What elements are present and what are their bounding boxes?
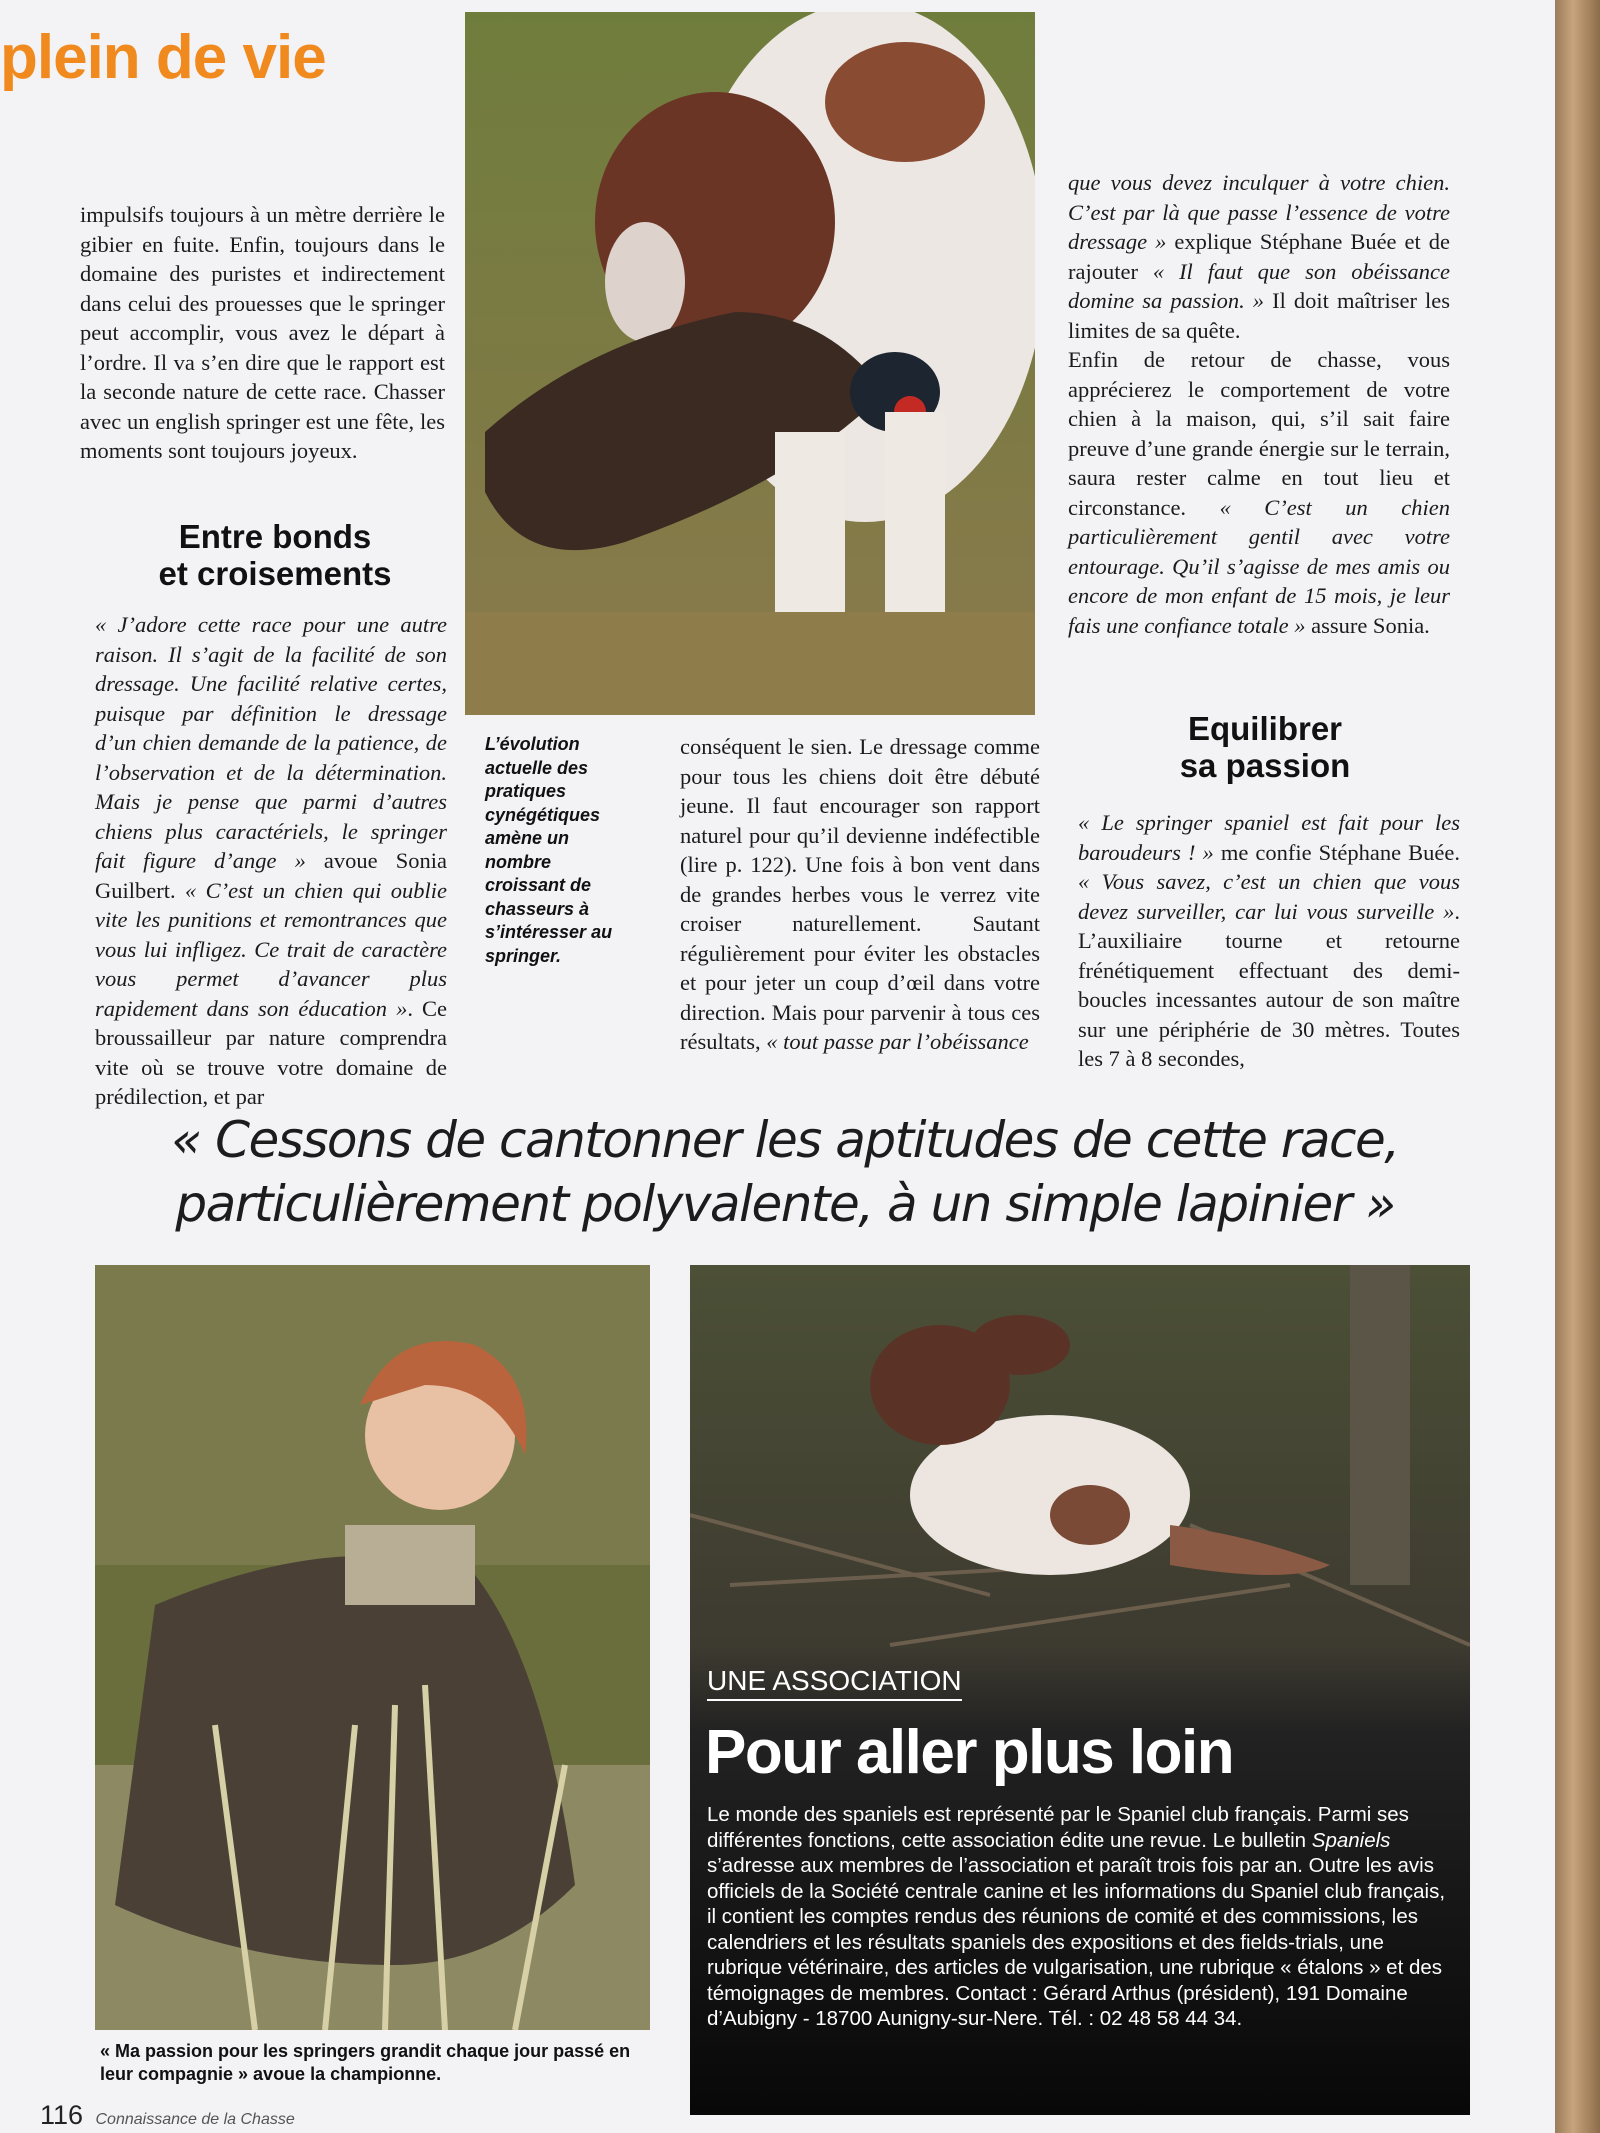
page-footer: [40, 2100, 295, 2131]
photo-springer-pheasant: [465, 12, 1035, 715]
body-text: Le monde des spaniels est représenté par le Spaniel club français. Parmi ses différentes fonctions, cette association édite une revue. Le bulletin: [707, 1803, 1409, 1852]
column-1-paragraph: impulsifs toujours à un mètre derrière le gibier en fuite. Enfin, toujours dans le domaine des puristes et indirectement dans celui des prouesses que le springer peut accomplir, vous avez le départ à l’ordre. Il va s’en dire que le rapport est la seconde nature de cette race. Chasser avec un english springer est une fête, les moments sont toujours joyeux.: [80, 202, 445, 463]
quote-text: « J’adore cette race pour une autre raison. Il s’agit de la facilité de son dressage. Une facilité relative certes, puisque par définition le dressage d’un chien demande de la patience, de l’observation et de la détermination. Mais je pense que parmi d’autres chiens plus caractériels, le springer fait figure d’ange »: [95, 612, 447, 873]
column-1-bottom: [95, 610, 447, 1112]
quote-text: « tout passe par l’obéissance: [766, 1029, 1029, 1054]
body-text: . L’auxiliaire tourne et retourne frénétiquement effectuant des demi-boucles incessantes autour de son maître sur une périphérie de 30 mètres. Toutes les 7 à 8 secondes,: [1078, 898, 1460, 1071]
association-box: [690, 1645, 1470, 2115]
body-text: assure Sonia.: [1305, 612, 1430, 638]
body-text: s’adresse aux membres de l’association et paraît trois fois par an. Outre les avis officiels de la Société centrale canine et les informations du Spaniel club français, il contient les comptes rendus des réunions de comité et des commissions, les calendriers et les résultats spaniels des expositions et des fields-trials, une rubrique vétérinaire, des articles de vulgarisation, une rubrique « étalons » et des témoignages de membres. Contact : Gérard Arthus (président), 191 Domaine d’Aubigny - 18700 Aunigny-sur-Nere. Tél. : 02 48 58 44 34.: [707, 1854, 1446, 2030]
column-2: [680, 732, 1040, 1057]
photo-woman-champion: [95, 1265, 650, 2030]
pull-quote-line: « Cessons de cantonner les aptitudes de cette race,: [171, 1111, 1399, 1169]
association-text: [707, 1802, 1452, 2032]
article-title-fragment: plein de vie: [0, 23, 326, 92]
association-title: Pour aller plus loin: [705, 1718, 1234, 1787]
association-kicker: UNE ASSOCIATION: [707, 1665, 962, 1701]
subheading-line: sa passion: [1179, 747, 1351, 784]
magazine-name: Connaissance de la Chasse: [95, 2111, 295, 2128]
page-number: 116: [40, 2100, 84, 2130]
quote-text: « C’est un chien qui oublie vite les punitions et remontrances que vous lui infligez. Ce trait de caractère vous permet d’avancer plus rapidement dans son éducation »: [95, 877, 447, 1021]
pull-quote: [70, 1108, 1500, 1236]
body-text: Il doit maîtriser les limites de sa quête.: [1068, 288, 1450, 343]
photo-caption-top: L’évolution actuelle des pratiques cynégétiques amène un nombre croissant de chasseurs à s’intéresser au springer.: [485, 734, 613, 966]
body-text: Enfin de retour de chasse, vous apprécierez le comportement de votre chien à la maison, qui, s’il sait faire preuve d’une grande énergie sur le terrain, saura rester calme en tout lieu et circonstance.: [1068, 347, 1450, 520]
pull-quote-line: particulièrement polyvalente, à un simple lapinier »: [175, 1175, 1395, 1233]
body-text: avoue Sonia Guilbert.: [95, 848, 447, 903]
column-1-top: [80, 200, 445, 466]
quote-text: « Le springer spaniel est fait pour les baroudeurs ! »: [1078, 810, 1460, 865]
subheading-line: Entre bonds: [178, 518, 372, 555]
quote-text: « C’est un chien particulièrement gentil avec votre entourage. Qu’il s’agisse de mes amis ou encore de mon enfant de 15 mois, je leur fais une confiance totale »: [1068, 494, 1451, 638]
subheading-line: et croisements: [158, 555, 392, 592]
body-text: conséquent le sien. Le dressage comme pour tous les chiens doit être débuté jeune. Il faut encourager son rapport naturel pour qu’il devienne indéfectible (lire p. 122). Une fois à bon vent dans de grandes herbes vous le verrez vite croiser naturellement. Sautant régulièrement pour éviter les obstacles et pour jeter un coup d’œil dans votre direction. Mais pour parvenir à tous ces résultats,: [680, 734, 1040, 1054]
quote-text: « Vous savez, c’est un chien que vous devez surveiller, car lui vous surveille »: [1078, 869, 1460, 924]
subheading-equilibrer: [1100, 710, 1430, 784]
body-text: . Ce broussailleur par nature comprendra vite où se trouve votre domaine de prédilection, et par: [95, 995, 447, 1109]
binding-edge: [1555, 0, 1600, 2133]
photo-caption-bottom: « Ma passion pour les springers grandit chaque jour passé en leur compagnie » avoue la championne.: [100, 2041, 631, 2084]
body-text: me confie Stéphane Buée.: [1213, 839, 1460, 865]
subheading-entre-bonds: [95, 518, 455, 592]
subheading-line: Equilibrer: [1187, 710, 1343, 747]
body-text: explique Stéphane Buée et de rajouter: [1068, 229, 1450, 284]
quote-text: que vous devez inculquer à votre chien. C’est par là que passe l’essence de votre dressage »: [1068, 170, 1450, 254]
bulletin-name: Spaniels: [1311, 1828, 1391, 1852]
quote-text: « Il faut que son obéissance domine sa passion. »: [1068, 258, 1450, 313]
column-3-bottom: [1078, 808, 1460, 1074]
column-3-top: [1068, 168, 1450, 640]
